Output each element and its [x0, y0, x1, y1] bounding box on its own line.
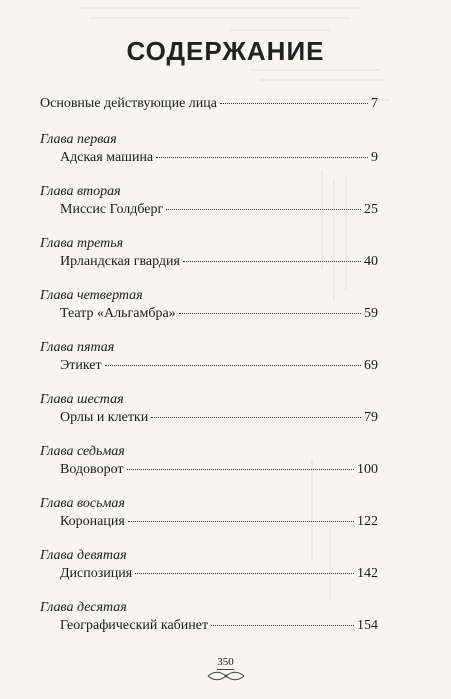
dot-leader	[151, 417, 361, 418]
page-number: 350	[217, 656, 234, 668]
toc-page-number: 79	[364, 410, 378, 425]
toc-page-number: 7	[371, 96, 378, 111]
chapter-heading: Глава девятая	[40, 548, 127, 563]
toc-page-number: 25	[364, 202, 378, 217]
toc-entry	[40, 305, 378, 323]
chapter-title: Ирландская гвардия	[60, 254, 180, 269]
chapter-heading: Глава третья	[40, 236, 124, 251]
chapter-title: Орлы и клетки	[60, 410, 149, 425]
toc-chapter-8	[40, 495, 378, 531]
toc-page-number: 142	[357, 566, 378, 581]
toc-entry	[40, 357, 378, 375]
dot-leader	[179, 313, 361, 314]
dot-leader	[128, 521, 354, 522]
dot-leader	[127, 469, 354, 470]
toc-chapter-4	[40, 287, 378, 323]
chapter-title: Адская машина	[60, 150, 154, 165]
chapter-heading: Глава десятая	[40, 600, 127, 615]
dot-leader	[135, 573, 354, 574]
chapter-title: Диспозиция	[60, 566, 133, 581]
chapter-title: Этикет	[60, 358, 102, 373]
chapter-title: Коронация	[60, 514, 125, 529]
toc-entry	[40, 149, 378, 167]
table-of-contents	[40, 90, 378, 635]
chapter-heading: Глава седьмая	[40, 444, 125, 459]
dot-leader	[183, 261, 361, 262]
chapter-heading: Глава вторая	[40, 184, 121, 199]
toc-page-number: 59	[364, 306, 378, 321]
toc-page-number: 9	[371, 150, 378, 165]
dot-leader	[211, 625, 354, 626]
toc-chapter-6	[40, 391, 378, 427]
toc-chapter-2	[40, 183, 378, 219]
toc-chapter-3	[40, 235, 378, 271]
toc-chapter-9	[40, 547, 378, 583]
chapter-heading: Глава шестая	[40, 392, 124, 407]
toc-page-number: 154	[357, 618, 378, 633]
ornament-icon	[206, 671, 246, 681]
toc-page-number: 100	[357, 462, 378, 477]
chapter-heading: Глава первая	[40, 132, 117, 147]
toc-entry	[40, 617, 378, 635]
toc-page-number: 122	[357, 514, 378, 529]
toc-entry	[40, 409, 378, 427]
chapter-heading: Глава пятая	[40, 340, 115, 355]
toc-entry	[40, 253, 378, 271]
page-title: СОДЕРЖАНИЕ	[126, 36, 325, 66]
chapter-heading: Глава восьмая	[40, 496, 125, 511]
toc-chapter-5	[40, 339, 378, 375]
toc-chapter-10	[40, 599, 378, 635]
dot-leader	[156, 157, 368, 158]
toc-entry	[40, 201, 378, 219]
dot-leader	[166, 209, 361, 210]
toc-entry-label: Основные действующие лица	[40, 96, 217, 111]
chapter-heading: Глава четвертая	[40, 288, 143, 303]
chapter-title: Водоворот	[60, 462, 124, 477]
page-footer	[0, 652, 451, 681]
toc-entry-intro	[40, 95, 378, 113]
dot-leader	[105, 365, 361, 366]
chapter-title: Театр «Альгамбра»	[60, 306, 176, 321]
toc-entry	[40, 513, 378, 531]
toc-chapter-1	[40, 131, 378, 167]
chapter-title: Миссис Голдберг	[60, 202, 164, 217]
toc-page-number: 40	[364, 254, 378, 269]
toc-entry	[40, 461, 378, 479]
toc-entry	[40, 565, 378, 583]
toc-chapter-7	[40, 443, 378, 479]
dot-leader	[220, 103, 368, 104]
chapter-title: Географический кабинет	[60, 618, 209, 633]
toc-page-number: 69	[364, 358, 378, 373]
